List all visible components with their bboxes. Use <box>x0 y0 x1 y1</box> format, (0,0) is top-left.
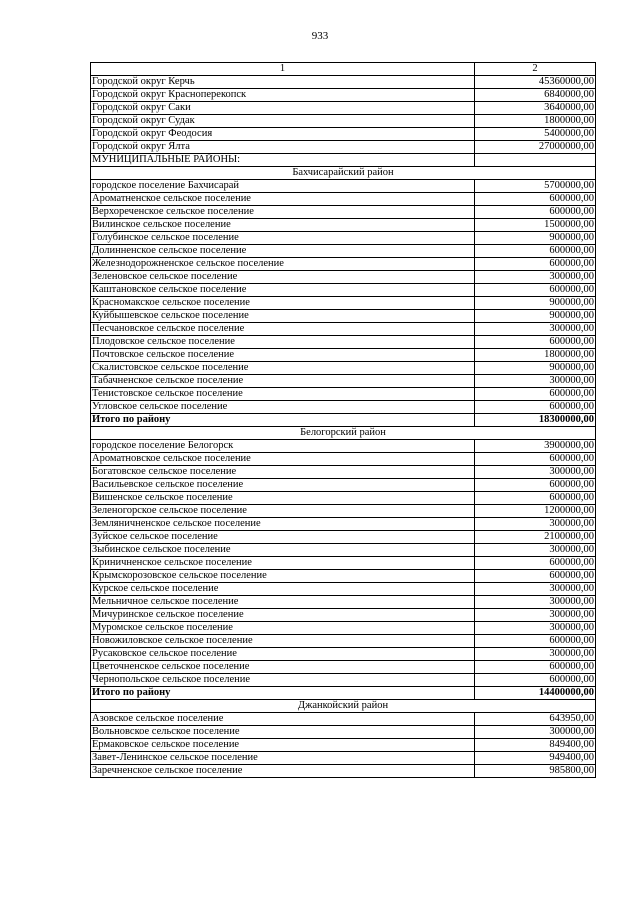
table-row <box>91 141 596 154</box>
amount-value: 949400,00 <box>475 752 596 765</box>
amount-value: 5700000,00 <box>475 180 596 193</box>
entity-name: Мельничное сельское поселение <box>91 596 475 609</box>
empty-cell <box>475 154 596 167</box>
amount-value: 1200000,00 <box>475 505 596 518</box>
entity-name: Городской округ Керчь <box>91 76 475 89</box>
table-row <box>91 583 596 596</box>
table-row <box>91 375 596 388</box>
table-row <box>91 193 596 206</box>
entity-name: Табачненское сельское поселение <box>91 375 475 388</box>
entity-name: Красномакское сельское поселение <box>91 297 475 310</box>
amount-value: 300000,00 <box>475 648 596 661</box>
amount-value: 5400000,00 <box>475 128 596 141</box>
entity-name: Железнодорожненское сельское поселение <box>91 258 475 271</box>
amount-value: 300000,00 <box>475 466 596 479</box>
header-row <box>91 63 596 76</box>
table-row <box>91 505 596 518</box>
district-title: Бахчисарайский район <box>91 167 596 180</box>
table-row <box>91 336 596 349</box>
entity-name: Ароматненское сельское поселение <box>91 193 475 206</box>
table-row <box>91 362 596 375</box>
entity-name: Зеленовское сельское поселение <box>91 271 475 284</box>
section-heading-row <box>91 154 596 167</box>
amount-value: 300000,00 <box>475 609 596 622</box>
table-row <box>91 739 596 752</box>
amount-value: 600000,00 <box>475 206 596 219</box>
district-title: Белогорский район <box>91 427 596 440</box>
table-row <box>91 531 596 544</box>
amount-value: 900000,00 <box>475 232 596 245</box>
entity-name: Вольновское сельское поселение <box>91 726 475 739</box>
amount-value: 600000,00 <box>475 336 596 349</box>
table-row <box>91 271 596 284</box>
table-row <box>91 258 596 271</box>
table-row <box>91 674 596 687</box>
amount-value: 600000,00 <box>475 245 596 258</box>
entity-name: Каштановское сельское поселение <box>91 284 475 297</box>
entity-name: Крымскорозовское сельское поселение <box>91 570 475 583</box>
entity-name: Городской округ Феодосия <box>91 128 475 141</box>
entity-name: Зуйское сельское поселение <box>91 531 475 544</box>
entity-name: Голубинское сельское поселение <box>91 232 475 245</box>
table-row <box>91 544 596 557</box>
amount-value: 900000,00 <box>475 362 596 375</box>
section-heading: МУНИЦИПАЛЬНЫЕ РАЙОНЫ: <box>91 154 475 167</box>
district-title-row <box>91 167 596 180</box>
amount-value: 600000,00 <box>475 661 596 674</box>
table-row <box>91 219 596 232</box>
district-total-label: Итого по району <box>91 414 475 427</box>
table-row <box>91 596 596 609</box>
table-row <box>91 440 596 453</box>
entity-name: Угловское сельское поселение <box>91 401 475 414</box>
table-row <box>91 297 596 310</box>
amount-value: 300000,00 <box>475 544 596 557</box>
column-1-header: 1 <box>91 63 475 76</box>
table-row <box>91 128 596 141</box>
amount-value: 600000,00 <box>475 388 596 401</box>
entity-name: Плодовское сельское поселение <box>91 336 475 349</box>
amount-value: 2100000,00 <box>475 531 596 544</box>
entity-name: Васильевское сельское поселение <box>91 479 475 492</box>
table-row <box>91 401 596 414</box>
entity-name: Богатовское сельское поселение <box>91 466 475 479</box>
amount-value: 600000,00 <box>475 479 596 492</box>
table-row <box>91 76 596 89</box>
table-row <box>91 765 596 778</box>
amount-value: 27000000,00 <box>475 141 596 154</box>
amount-value: 600000,00 <box>475 570 596 583</box>
table-row <box>91 570 596 583</box>
entity-name: Земляничненское сельское поселение <box>91 518 475 531</box>
amount-value: 600000,00 <box>475 492 596 505</box>
table-row <box>91 622 596 635</box>
table-row <box>91 518 596 531</box>
district-title: Джанкойский район <box>91 700 596 713</box>
amount-value: 600000,00 <box>475 401 596 414</box>
table-row <box>91 115 596 128</box>
amount-value: 300000,00 <box>475 583 596 596</box>
budget-table <box>90 62 596 778</box>
amount-value: 300000,00 <box>475 596 596 609</box>
entity-name: Криничненское сельское поселение <box>91 557 475 570</box>
table-row <box>91 492 596 505</box>
amount-value: 300000,00 <box>475 323 596 336</box>
entity-name: Азовское сельское поселение <box>91 713 475 726</box>
district-total-label: Итого по району <box>91 687 475 700</box>
entity-name: Верхореченское сельское поселение <box>91 206 475 219</box>
amount-value: 985800,00 <box>475 765 596 778</box>
district-total-value: 14400000,00 <box>475 687 596 700</box>
amount-value: 1500000,00 <box>475 219 596 232</box>
amount-value: 1800000,00 <box>475 115 596 128</box>
table-row <box>91 206 596 219</box>
entity-name: Городской округ Судак <box>91 115 475 128</box>
entity-name: Куйбышевское сельское поселение <box>91 310 475 323</box>
table-row <box>91 102 596 115</box>
entity-name: Мичуринское сельское поселение <box>91 609 475 622</box>
entity-name: Долинненское сельское поселение <box>91 245 475 258</box>
table-row <box>91 635 596 648</box>
amount-value: 643950,00 <box>475 713 596 726</box>
table-row <box>91 245 596 258</box>
entity-name: Заречненское сельское поселение <box>91 765 475 778</box>
entity-name: городское поселение Бахчисарай <box>91 180 475 193</box>
amount-value: 600000,00 <box>475 557 596 570</box>
table-row <box>91 180 596 193</box>
entity-name: Тенистовское сельское поселение <box>91 388 475 401</box>
table-row <box>91 726 596 739</box>
entity-name: Русаковское сельское поселение <box>91 648 475 661</box>
table-row <box>91 232 596 245</box>
amount-value: 3900000,00 <box>475 440 596 453</box>
district-title-row <box>91 700 596 713</box>
entity-name: Ароматновское сельское поселение <box>91 453 475 466</box>
entity-name: Цветочненское сельское поселение <box>91 661 475 674</box>
amount-value: 600000,00 <box>475 193 596 206</box>
entity-name: Вишенское сельское поселение <box>91 492 475 505</box>
amount-value: 300000,00 <box>475 375 596 388</box>
column-2-header: 2 <box>475 63 596 76</box>
table-row <box>91 310 596 323</box>
entity-name: Песчановское сельское поселение <box>91 323 475 336</box>
amount-value: 300000,00 <box>475 726 596 739</box>
table-row <box>91 89 596 102</box>
district-total-row <box>91 687 596 700</box>
amount-value: 1800000,00 <box>475 349 596 362</box>
table-row <box>91 466 596 479</box>
table-row <box>91 284 596 297</box>
entity-name: Почтовское сельское поселение <box>91 349 475 362</box>
table-row <box>91 388 596 401</box>
entity-name: Городской округ Саки <box>91 102 475 115</box>
table-body <box>91 63 596 778</box>
amount-value: 300000,00 <box>475 518 596 531</box>
entity-name: Завет-Ленинское сельское поселение <box>91 752 475 765</box>
table-row <box>91 648 596 661</box>
entity-name: Вилинское сельское поселение <box>91 219 475 232</box>
table-row <box>91 323 596 336</box>
amount-value: 849400,00 <box>475 739 596 752</box>
entity-name: городское поселение Белогорск <box>91 440 475 453</box>
table-row <box>91 453 596 466</box>
district-title-row <box>91 427 596 440</box>
table-row <box>91 349 596 362</box>
entity-name: Городской округ Ялта <box>91 141 475 154</box>
amount-value: 900000,00 <box>475 310 596 323</box>
amount-value: 300000,00 <box>475 271 596 284</box>
entity-name: Курское сельское поселение <box>91 583 475 596</box>
amount-value: 3640000,00 <box>475 102 596 115</box>
amount-value: 45360000,00 <box>475 76 596 89</box>
amount-value: 600000,00 <box>475 674 596 687</box>
entity-name: Зыбинское сельское поселение <box>91 544 475 557</box>
entity-name: Чернопольское сельское поселение <box>91 674 475 687</box>
amount-value: 900000,00 <box>475 297 596 310</box>
entity-name: Зеленогорское сельское поселение <box>91 505 475 518</box>
table-row <box>91 713 596 726</box>
entity-name: Новожиловское сельское поселение <box>91 635 475 648</box>
amount-value: 600000,00 <box>475 258 596 271</box>
table-row <box>91 609 596 622</box>
table-row <box>91 557 596 570</box>
amount-value: 600000,00 <box>475 635 596 648</box>
entity-name: Городской округ Красноперекопск <box>91 89 475 102</box>
table-row <box>91 479 596 492</box>
table-row <box>91 661 596 674</box>
amount-value: 600000,00 <box>475 453 596 466</box>
entity-name: Ермаковское сельское поселение <box>91 739 475 752</box>
page-number: 933 <box>311 30 329 42</box>
entity-name: Скалистовское сельское поселение <box>91 362 475 375</box>
amount-value: 300000,00 <box>475 622 596 635</box>
district-total-value: 18300000,00 <box>475 414 596 427</box>
district-total-row <box>91 414 596 427</box>
entity-name: Муромское сельское поселение <box>91 622 475 635</box>
amount-value: 6840000,00 <box>475 89 596 102</box>
table-row <box>91 752 596 765</box>
amount-value: 600000,00 <box>475 284 596 297</box>
